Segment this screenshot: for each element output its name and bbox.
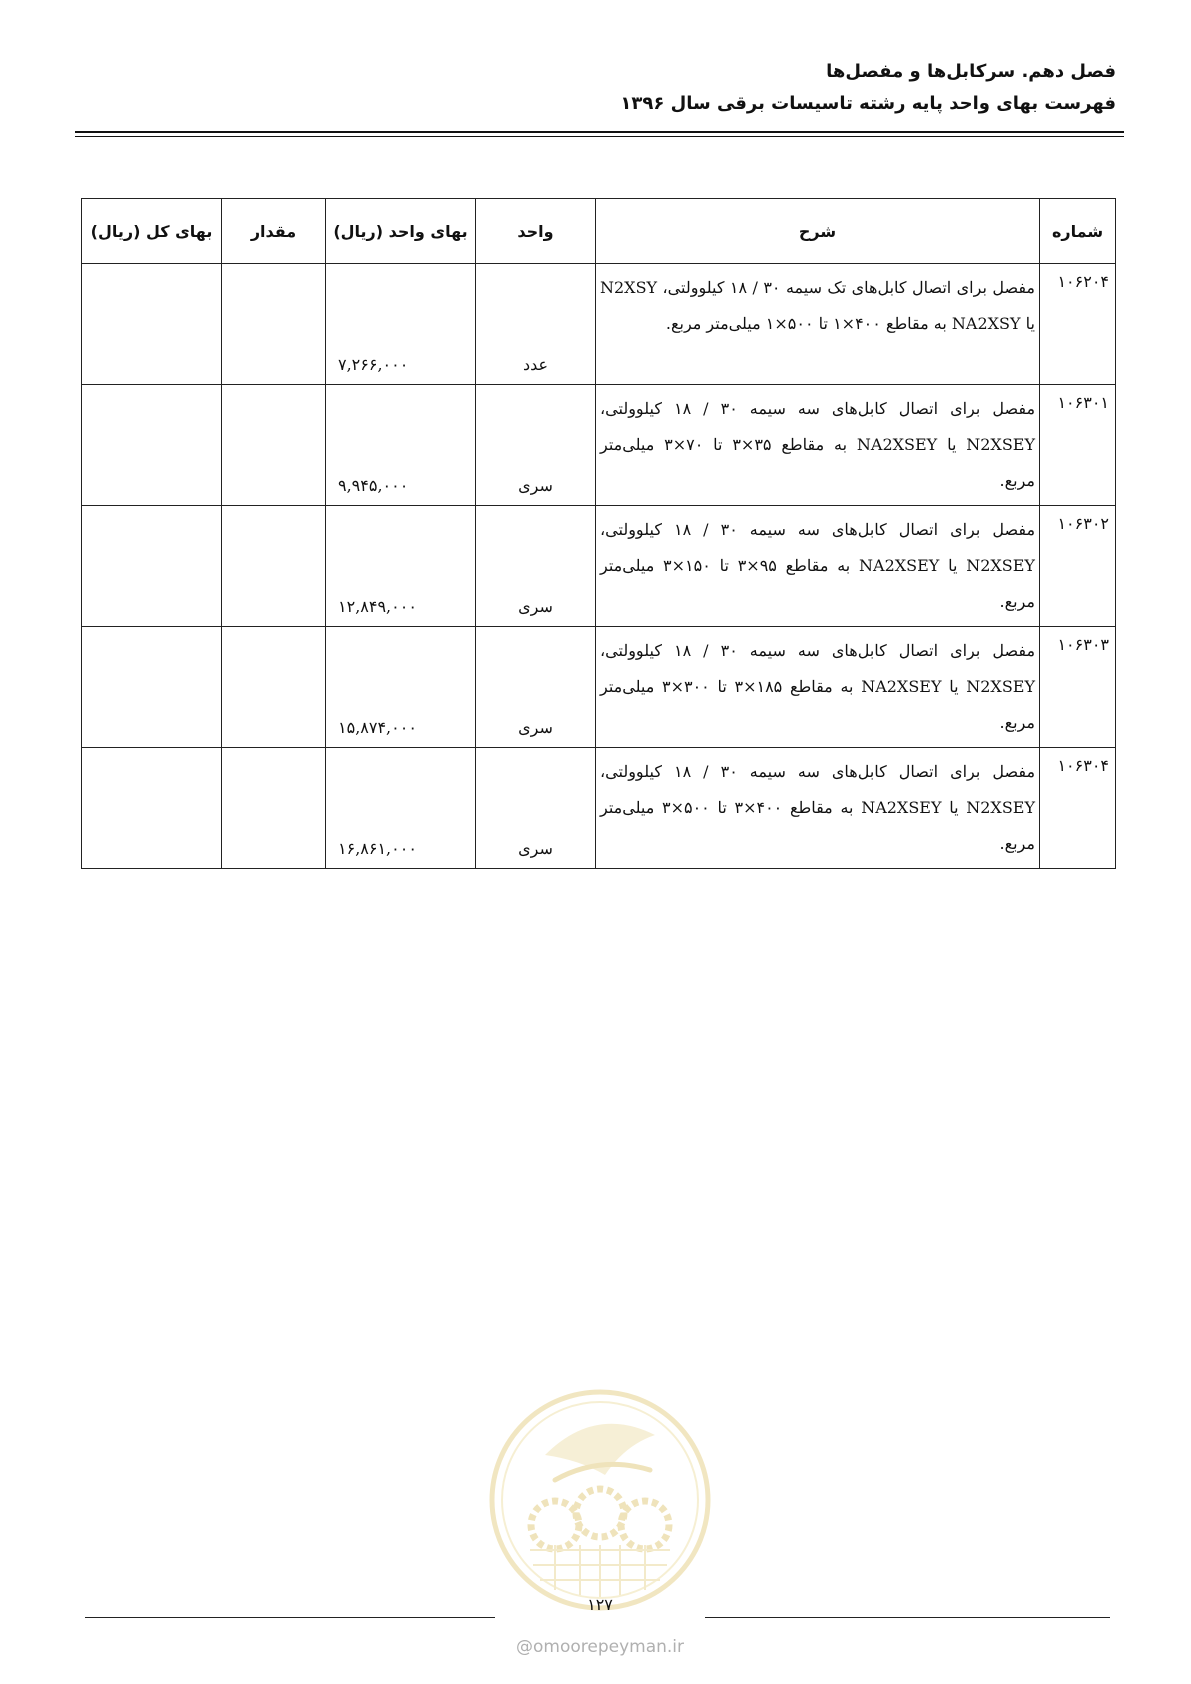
item-quantity [222,748,326,869]
item-total-price [82,506,222,627]
item-quantity [222,506,326,627]
item-number: ۱۰۶۳۰۳ [1040,627,1116,748]
item-unit: عدد [476,264,596,385]
column-header-unit: واحد [476,199,596,264]
column-header-unit-price: بهای واحد (ریال) [326,199,476,264]
item-unit: سری [476,748,596,869]
item-unit-price: ۱۵,۸۷۴,۰۰۰ [326,627,476,748]
page-header [66,58,1116,118]
header-divider-thin [75,136,1124,137]
table-row [82,506,1116,627]
omoore-peyman-logo-icon [485,1385,715,1615]
item-unit: سری [476,627,596,748]
table-row [82,748,1116,869]
table-row [82,385,1116,506]
price-list-table [81,198,1116,869]
column-header-description: شرح [596,199,1040,264]
item-total-price [82,385,222,506]
item-description: مفصل برای اتصال کابل‌های سه سیمه ۳۰ / ۱۸ کیلوولتی، N2XSEY یا NA2XSEY به مقاطع ۴۰۰×۳ تا ۵۰۰×۳ میلی‌متر مربع. [596,748,1040,869]
item-unit-price: ۷,۲۶۶,۰۰۰ [326,264,476,385]
footer-divider-right [705,1617,1110,1618]
item-unit-price: ۱۶,۸۶۱,۰۰۰ [326,748,476,869]
column-header-number: شماره [1040,199,1116,264]
item-description: مفصل برای اتصال کابل‌های سه سیمه ۳۰ / ۱۸ کیلوولتی، N2XSEY یا NA2XSEY به مقاطع ۱۸۵×۳ تا ۳۰۰×۳ میلی‌متر مربع. [596,627,1040,748]
item-description: مفصل برای اتصال کابل‌های سه سیمه ۳۰ / ۱۸ کیلوولتی، N2XSEY یا NA2XSEY به مقاطع ۹۵×۳ تا ۱۵۰×۳ میلی‌متر مربع. [596,506,1040,627]
item-quantity [222,264,326,385]
page-number: ۱۲۷ [587,1595,613,1614]
item-total-price [82,264,222,385]
item-unit: سری [476,385,596,506]
item-description: مفصل برای اتصال کابل‌های سه سیمه ۳۰ / ۱۸ کیلوولتی، N2XSEY یا NA2XSEY به مقاطع ۳۵×۳ تا ۷۰×۳ میلی‌متر مربع. [596,385,1040,506]
chapter-title: فصل دهم. سرکابل‌ها و مفصل‌ها [826,61,1116,82]
site-watermark-text: @omoorepeyman.ir [515,1637,685,1657]
item-description: مفصل برای اتصال کابل‌های تک سیمه ۳۰ / ۱۸ کیلوولتی، N2XSY یا NA2XSY به مقاطع ۴۰۰×۱ تا ۵۰۰×۱ میلی‌متر مربع. [596,264,1040,385]
footer-divider-left [85,1617,495,1618]
item-unit-price: ۹,۹۴۵,۰۰۰ [326,385,476,506]
item-number: ۱۰۶۳۰۴ [1040,748,1116,869]
header-divider-thick [75,131,1124,133]
item-total-price [82,748,222,869]
item-number: ۱۰۶۳۰۱ [1040,385,1116,506]
item-number: ۱۰۶۲۰۴ [1040,264,1116,385]
column-header-quantity: مقدار [222,199,326,264]
item-unit-price: ۱۲,۸۴۹,۰۰۰ [326,506,476,627]
item-total-price [82,627,222,748]
item-unit: سری [476,506,596,627]
table-row [82,264,1116,385]
item-quantity [222,385,326,506]
item-number: ۱۰۶۳۰۲ [1040,506,1116,627]
table-header-row [82,199,1116,264]
column-header-total-price: بهای کل (ریال) [82,199,222,264]
table-row [82,627,1116,748]
list-title: فهرست بهای واحد پایه رشته تاسیسات برقی سال ۱۳۹۶ [620,93,1116,114]
item-quantity [222,627,326,748]
